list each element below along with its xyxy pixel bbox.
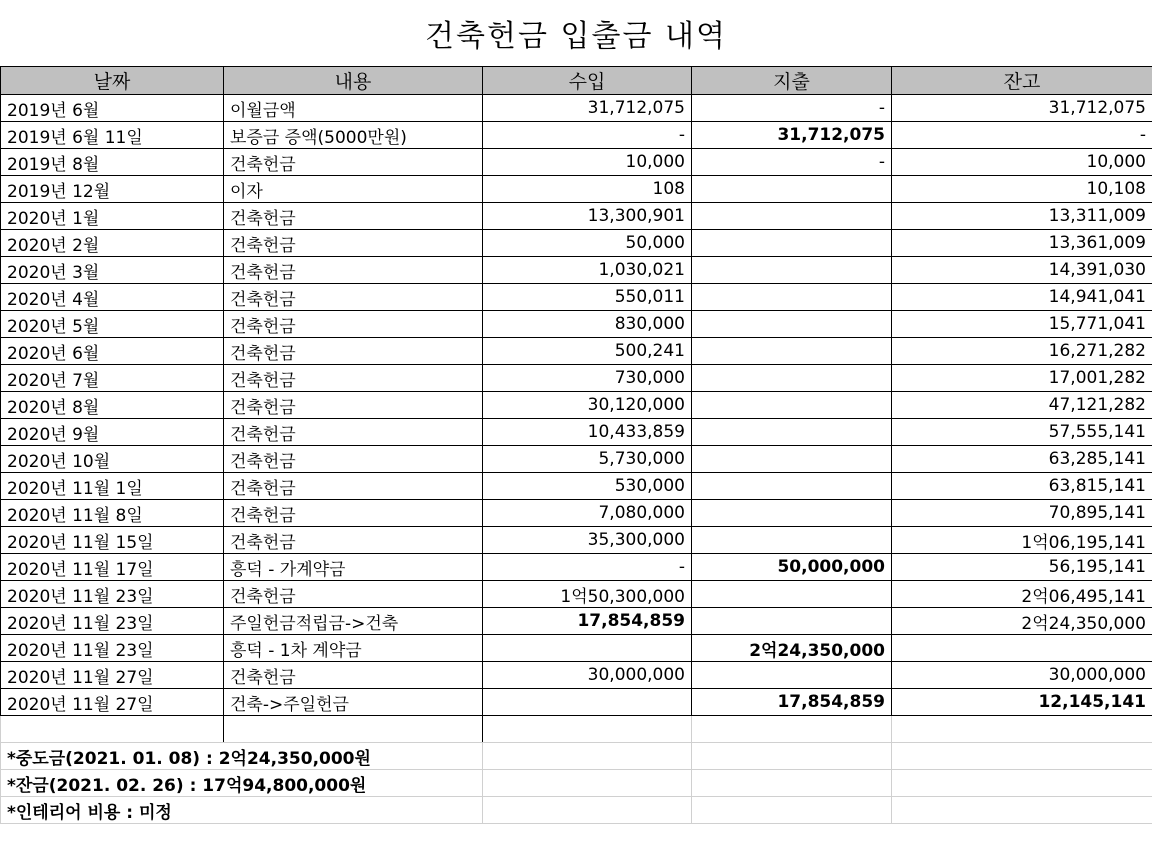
cell-income[interactable]: 35,300,000	[483, 527, 692, 554]
table-row	[1, 581, 1152, 608]
cell-description[interactable]: 건축헌금	[224, 500, 483, 527]
header-balance[interactable]: 잔고	[892, 67, 1152, 95]
table-row	[1, 446, 1152, 473]
table-row	[1, 149, 1152, 176]
cell-income[interactable]: 31,712,075	[483, 95, 692, 122]
empty-cell[interactable]	[483, 770, 692, 797]
cell-date[interactable]: 2020년 8월	[1, 392, 224, 419]
cell-date[interactable]: 2020년 11월 17일	[1, 554, 224, 581]
page-title: 건축헌금 입출금 내역	[0, 0, 1152, 67]
empty-cell[interactable]	[692, 743, 892, 770]
cell-expense[interactable]	[692, 311, 892, 338]
cell-income[interactable]: 550,011	[483, 284, 692, 311]
note-text[interactable]: *인테리어 비용 : 미정	[1, 797, 483, 824]
table-row	[1, 500, 1152, 527]
table-row	[1, 338, 1152, 365]
cell-income[interactable]: 17,854,859	[483, 608, 692, 635]
cell-income[interactable]: 5,730,000	[483, 446, 692, 473]
cell-balance[interactable]: 1억06,195,141	[892, 527, 1152, 554]
cell-income[interactable]: 530,000	[483, 473, 692, 500]
table-row	[1, 608, 1152, 635]
cell-balance[interactable]: 57,555,141	[892, 419, 1152, 446]
cell-date[interactable]: 2020년 3월	[1, 257, 224, 284]
empty-cell[interactable]	[483, 797, 692, 824]
ledger-table	[0, 66, 1152, 824]
cell-expense[interactable]	[692, 527, 892, 554]
cell-description[interactable]: 건축헌금	[224, 230, 483, 257]
table-row	[1, 176, 1152, 203]
cell-balance[interactable]: 10,108	[892, 176, 1152, 203]
cell-balance[interactable]: 12,145,141	[892, 689, 1152, 716]
cell-description[interactable]: 보증금 증액(5000만원)	[224, 122, 483, 149]
empty-cell[interactable]	[483, 716, 692, 743]
table-row	[1, 122, 1152, 149]
cell-description[interactable]: 건축->주일헌금	[224, 689, 483, 716]
cell-description[interactable]: 흥덕 - 가계약금	[224, 554, 483, 581]
cell-expense[interactable]	[692, 284, 892, 311]
cell-description[interactable]: 건축헌금	[224, 419, 483, 446]
cell-balance[interactable]: 63,285,141	[892, 446, 1152, 473]
cell-expense[interactable]	[692, 500, 892, 527]
cell-balance[interactable]: 2억06,495,141	[892, 581, 1152, 608]
blank-row	[1, 716, 1152, 743]
cell-income[interactable]: -	[483, 122, 692, 149]
cell-date[interactable]: 2020년 11월 23일	[1, 581, 224, 608]
note-row	[1, 743, 1152, 770]
empty-cell[interactable]	[1, 716, 224, 743]
cell-description[interactable]: 건축헌금	[224, 257, 483, 284]
empty-cell[interactable]	[692, 716, 892, 743]
cell-balance[interactable]: 16,271,282	[892, 338, 1152, 365]
cell-balance[interactable]: 30,000,000	[892, 662, 1152, 689]
cell-date[interactable]: 2019년 12월	[1, 176, 224, 203]
cell-expense[interactable]	[692, 608, 892, 635]
empty-cell[interactable]	[892, 743, 1152, 770]
cell-balance[interactable]: 63,815,141	[892, 473, 1152, 500]
cell-expense[interactable]: -	[692, 95, 892, 122]
cell-date[interactable]: 2019년 8월	[1, 149, 224, 176]
table-row	[1, 635, 1152, 662]
cell-income[interactable]: 10,433,859	[483, 419, 692, 446]
table-row	[1, 257, 1152, 284]
cell-date[interactable]: 2020년 2월	[1, 230, 224, 257]
cell-description[interactable]: 건축헌금	[224, 284, 483, 311]
cell-description[interactable]: 건축헌금	[224, 662, 483, 689]
empty-cell[interactable]	[892, 770, 1152, 797]
header-expense[interactable]: 지출	[692, 67, 892, 95]
note-row	[1, 797, 1152, 824]
cell-description[interactable]: 건축헌금	[224, 338, 483, 365]
cell-balance[interactable]: 13,311,009	[892, 203, 1152, 230]
empty-cell[interactable]	[692, 770, 892, 797]
table-row	[1, 527, 1152, 554]
cell-expense[interactable]	[692, 365, 892, 392]
cell-expense[interactable]	[692, 203, 892, 230]
table-row	[1, 95, 1152, 122]
table-row	[1, 419, 1152, 446]
table-row	[1, 689, 1152, 716]
cell-date[interactable]: 2020년 5월	[1, 311, 224, 338]
cell-description[interactable]: 건축헌금	[224, 365, 483, 392]
table-row	[1, 284, 1152, 311]
cell-date[interactable]: 2020년 11월 8일	[1, 500, 224, 527]
cell-income[interactable]: 830,000	[483, 311, 692, 338]
cell-date[interactable]: 2020년 6월	[1, 338, 224, 365]
cell-description[interactable]: 이자	[224, 176, 483, 203]
empty-cell[interactable]	[224, 716, 483, 743]
cell-income[interactable]	[483, 635, 692, 662]
cell-expense[interactable]: 17,854,859	[692, 689, 892, 716]
cell-date[interactable]: 2019년 6월 11일	[1, 122, 224, 149]
cell-description[interactable]: 건축헌금	[224, 149, 483, 176]
cell-income[interactable]	[483, 689, 692, 716]
cell-date[interactable]: 2020년 11월 27일	[1, 662, 224, 689]
cell-income[interactable]: 10,000	[483, 149, 692, 176]
empty-cell[interactable]	[692, 797, 892, 824]
cell-balance[interactable]: 47,121,282	[892, 392, 1152, 419]
table-row	[1, 662, 1152, 689]
cell-balance[interactable]: 70,895,141	[892, 500, 1152, 527]
note-text[interactable]: *잔금(2021. 02. 26) : 17억94,800,000원	[1, 770, 483, 797]
cell-income[interactable]: 500,241	[483, 338, 692, 365]
cell-balance[interactable]: 15,771,041	[892, 311, 1152, 338]
cell-income[interactable]: -	[483, 554, 692, 581]
table-row	[1, 554, 1152, 581]
header-desc[interactable]: 내용	[224, 67, 483, 95]
cell-description[interactable]: 흥덕 - 1차 계약금	[224, 635, 483, 662]
cell-expense[interactable]: 31,712,075	[692, 122, 892, 149]
empty-cell[interactable]	[483, 743, 692, 770]
cell-date[interactable]: 2020년 7월	[1, 365, 224, 392]
cell-description[interactable]: 건축헌금	[224, 392, 483, 419]
cell-balance[interactable]: 10,000	[892, 149, 1152, 176]
cell-expense[interactable]	[692, 176, 892, 203]
cell-description[interactable]: 건축헌금	[224, 446, 483, 473]
header-date[interactable]: 날짜	[1, 67, 224, 95]
cell-income[interactable]: 7,080,000	[483, 500, 692, 527]
cell-expense[interactable]	[692, 473, 892, 500]
empty-cell[interactable]	[892, 716, 1152, 743]
cell-date[interactable]: 2020년 10월	[1, 446, 224, 473]
empty-cell[interactable]	[892, 797, 1152, 824]
cell-description[interactable]: 건축헌금	[224, 527, 483, 554]
cell-date[interactable]: 2020년 11월 15일	[1, 527, 224, 554]
cell-balance[interactable]: 31,712,075	[892, 95, 1152, 122]
table-row	[1, 473, 1152, 500]
cell-date[interactable]: 2019년 6월	[1, 95, 224, 122]
cell-date[interactable]: 2020년 11월 27일	[1, 689, 224, 716]
cell-income[interactable]: 50,000	[483, 230, 692, 257]
table-row	[1, 203, 1152, 230]
cell-income[interactable]: 13,300,901	[483, 203, 692, 230]
cell-balance[interactable]: 14,391,030	[892, 257, 1152, 284]
table-row	[1, 392, 1152, 419]
cell-balance[interactable]: 17,001,282	[892, 365, 1152, 392]
header-income[interactable]: 수입	[483, 67, 692, 95]
cell-income[interactable]: 1억50,300,000	[483, 581, 692, 608]
cell-description[interactable]: 건축헌금	[224, 581, 483, 608]
cell-income[interactable]: 30,120,000	[483, 392, 692, 419]
cell-balance[interactable]: -	[892, 122, 1152, 149]
cell-balance[interactable]: 56,195,141	[892, 554, 1152, 581]
table-row	[1, 365, 1152, 392]
cell-expense[interactable]	[692, 257, 892, 284]
cell-balance[interactable]	[892, 635, 1152, 662]
header-row	[1, 67, 1152, 95]
cell-expense[interactable]: 2억24,350,000	[692, 635, 892, 662]
cell-balance[interactable]: 13,361,009	[892, 230, 1152, 257]
note-row	[1, 770, 1152, 797]
cell-balance[interactable]: 14,941,041	[892, 284, 1152, 311]
cell-date[interactable]: 2020년 11월 23일	[1, 608, 224, 635]
cell-income[interactable]: 30,000,000	[483, 662, 692, 689]
cell-expense[interactable]	[692, 581, 892, 608]
note-text[interactable]: *중도금(2021. 01. 08) : 2억24,350,000원	[1, 743, 483, 770]
cell-date[interactable]: 2020년 4월	[1, 284, 224, 311]
cell-description[interactable]: 주일헌금적립금->건축	[224, 608, 483, 635]
cell-balance[interactable]: 2억24,350,000	[892, 608, 1152, 635]
cell-description[interactable]: 이월금액	[224, 95, 483, 122]
cell-expense[interactable]	[692, 230, 892, 257]
cell-income[interactable]: 108	[483, 176, 692, 203]
cell-expense[interactable]: 50,000,000	[692, 554, 892, 581]
table-row	[1, 311, 1152, 338]
cell-description[interactable]: 건축헌금	[224, 473, 483, 500]
cell-date[interactable]: 2020년 9월	[1, 419, 224, 446]
cell-description[interactable]: 건축헌금	[224, 311, 483, 338]
cell-income[interactable]: 730,000	[483, 365, 692, 392]
cell-expense[interactable]	[692, 446, 892, 473]
table-row	[1, 230, 1152, 257]
cell-expense[interactable]: -	[692, 149, 892, 176]
cell-date[interactable]: 2020년 11월 23일	[1, 635, 224, 662]
cell-date[interactable]: 2020년 1월	[1, 203, 224, 230]
cell-description[interactable]: 건축헌금	[224, 203, 483, 230]
cell-expense[interactable]	[692, 338, 892, 365]
cell-date[interactable]: 2020년 11월 1일	[1, 473, 224, 500]
cell-expense[interactable]	[692, 662, 892, 689]
cell-expense[interactable]	[692, 419, 892, 446]
cell-income[interactable]: 1,030,021	[483, 257, 692, 284]
cell-expense[interactable]	[692, 392, 892, 419]
